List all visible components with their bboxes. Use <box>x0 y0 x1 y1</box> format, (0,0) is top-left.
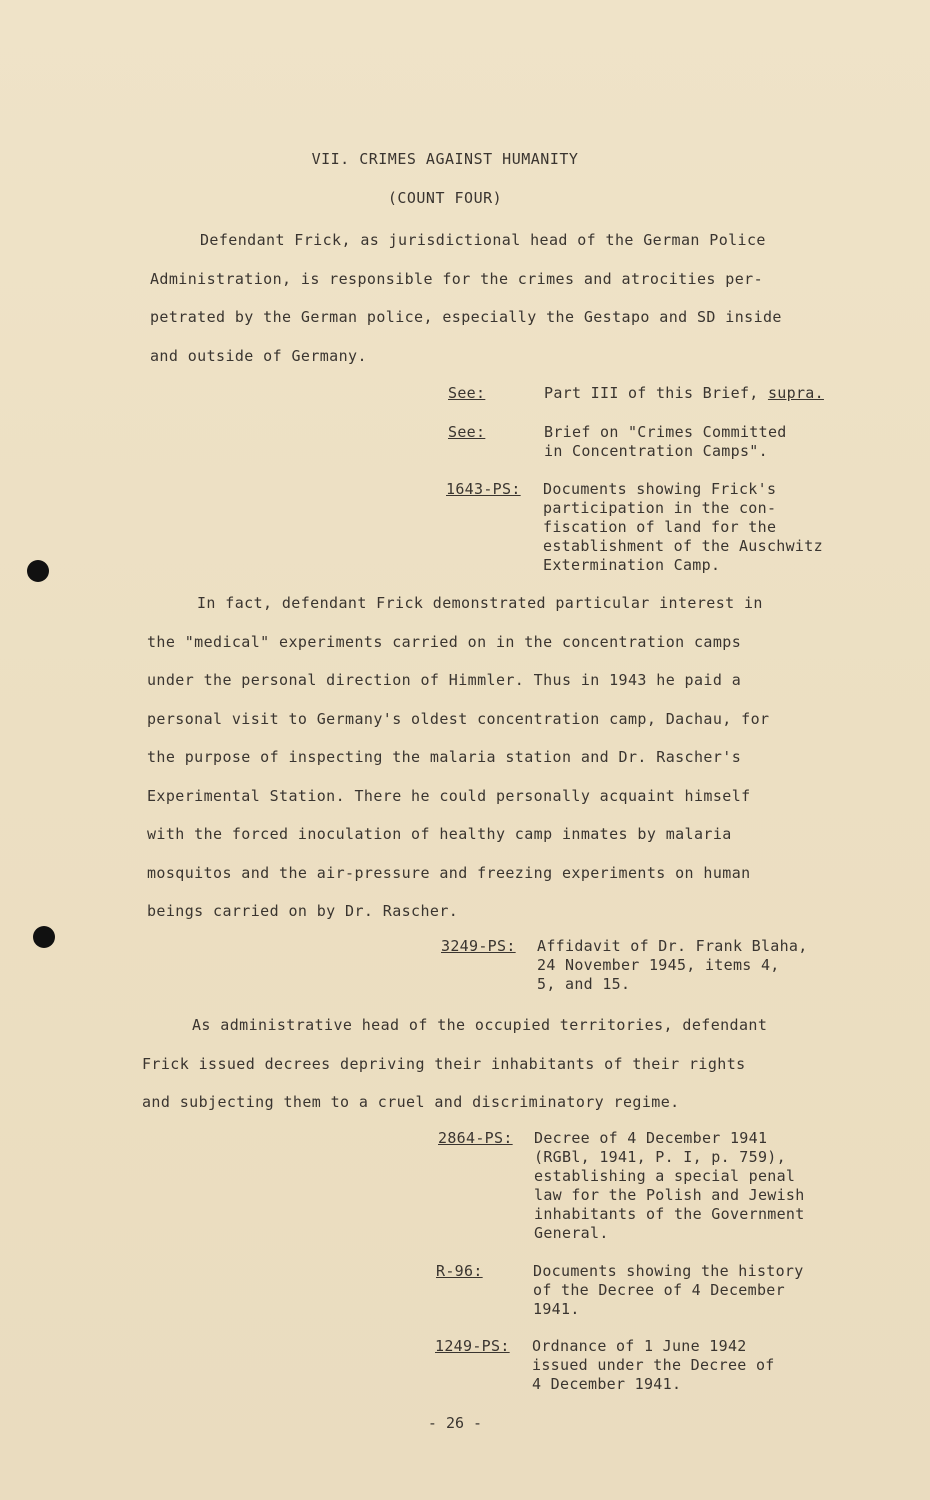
citation-line: Brief on "Crimes Committed <box>544 423 787 441</box>
citation-line: Part III of this Brief, <box>544 384 768 402</box>
citation-line: 24 November 1945, items 4, <box>537 956 780 974</box>
section-subtitle: (COUNT FOUR) <box>387 189 503 207</box>
paragraph-line: As administrative head of the occupied territories, defendant <box>192 1016 768 1034</box>
citation-line: in Concentration Camps". <box>544 442 768 460</box>
citation-line: 4 December 1941. <box>532 1375 682 1393</box>
citation-line: establishment of the Auschwitz <box>543 537 823 555</box>
citation-line: establishing a special penal <box>534 1167 796 1185</box>
paragraph-line: and outside of Germany. <box>150 346 367 365</box>
citation-text <box>532 1337 775 1394</box>
citation-ref: 2864-PS: <box>438 1129 513 1147</box>
citation-line: law for the Polish and Jewish <box>534 1186 805 1204</box>
punch-hole <box>27 560 49 582</box>
section-title: VII. CRIMES AGAINST HUMANITY <box>311 150 579 168</box>
citation-text <box>537 937 808 994</box>
citation-ref: R-96: <box>436 1262 483 1280</box>
citation-text <box>544 423 787 461</box>
paragraph-line: Frick issued decrees depriving their inhabitants of their rights <box>142 1054 746 1073</box>
paragraph-line: In fact, defendant Frick demonstrated particular interest in <box>197 594 763 612</box>
citation-line: inhabitants of the Government <box>534 1205 805 1223</box>
citation-line: Ordnance of 1 June 1942 <box>532 1337 747 1355</box>
citation-line: Decree of 4 December 1941 <box>534 1129 768 1147</box>
citation <box>448 423 848 463</box>
paragraph <box>142 1006 767 1122</box>
citation-emphasis: supra. <box>767 384 824 402</box>
citation-ref: See: <box>448 423 486 441</box>
citation-ref: See: <box>448 384 486 402</box>
citation-line: Documents showing Frick's <box>543 480 777 498</box>
paragraph-line: beings carried on by Dr. Rascher. <box>147 902 459 920</box>
citation-line: (RGBl, 1941, P. I, p. 759), <box>534 1148 786 1166</box>
paragraph-line: petrated by the German police, especially the Gestapo and SD inside <box>150 308 782 326</box>
citation-text <box>543 480 823 575</box>
citation-line: fiscation of land for the <box>543 518 777 536</box>
citation <box>438 1129 838 1245</box>
citation <box>441 937 841 997</box>
paragraph-line: Defendant Frick, as jurisdictional head of the German Police <box>200 231 766 249</box>
citation-line: of the Decree of 4 December <box>533 1281 785 1299</box>
citation <box>446 480 846 576</box>
page-number: - 26 - <box>427 1414 483 1432</box>
citation-line: issued under the Decree of <box>532 1356 775 1374</box>
citation-line: Extermination Camp. <box>543 556 721 574</box>
citation-ref: 1643-PS: <box>446 480 521 498</box>
citation <box>436 1262 836 1322</box>
citation-text <box>533 1262 804 1319</box>
paragraph <box>147 584 769 931</box>
citation-line: Documents showing the history <box>533 1262 804 1280</box>
citation-line: 1941. <box>533 1300 580 1318</box>
paragraph-line: under the personal direction of Himmler. Thus in 1943 he paid a <box>147 671 742 689</box>
paragraph-line: with the forced inoculation of healthy camp inmates by malaria <box>147 825 732 843</box>
citation-line: Affidavit of Dr. Frank Blaha, <box>537 937 808 955</box>
citation-line: 5, and 15. <box>537 975 631 993</box>
citation-text <box>544 384 824 403</box>
paragraph-line: the purpose of inspecting the malaria station and Dr. Rascher's <box>147 748 742 766</box>
paragraph-line: and subjecting them to a cruel and discriminatory regime. <box>142 1093 680 1111</box>
paragraph-line: Administration, is responsible for the crimes and atrocities per- <box>150 269 763 288</box>
citation-line: General. <box>534 1224 609 1242</box>
paragraph-line: mosquitos and the air-pressure and freezing experiments on human <box>147 863 751 882</box>
paragraph-line: personal visit to Germany's oldest concentration camp, Dachau, for <box>147 709 770 728</box>
punch-hole <box>33 926 55 948</box>
paragraph-line: the "medical" experiments carried on in the concentration camps <box>147 632 742 651</box>
paragraph <box>150 221 782 375</box>
citation-text <box>534 1129 805 1243</box>
citation-line: participation in the con- <box>543 499 777 517</box>
citation-ref: 1249-PS: <box>435 1337 510 1355</box>
citation-ref: 3249-PS: <box>441 937 516 955</box>
citation <box>448 384 848 404</box>
citation <box>435 1337 835 1397</box>
paragraph-line: Experimental Station. There he could personally acquaint himself <box>147 786 751 805</box>
